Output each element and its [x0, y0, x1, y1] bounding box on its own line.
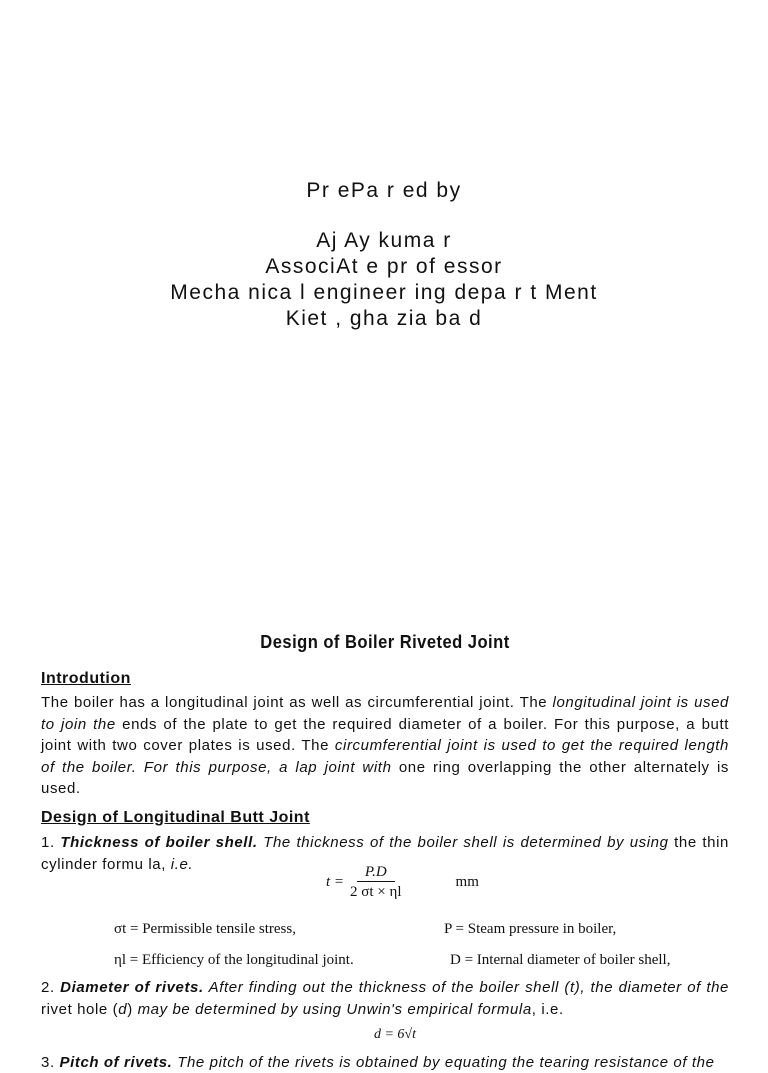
item-2-paragraph: 2. Diameter of rivets. After finding out the thickness of the boiler shell (t), the diameter of the rivet hole (d) may be determined by using Unwin's empirical formula, i.e.	[41, 977, 729, 1020]
longitudinal-joint-heading: Design of Longitudinal Butt Joint	[41, 807, 729, 829]
intro-heading: Introdution	[41, 668, 729, 690]
definition-pressure: P = Steam pressure in boiler,	[444, 919, 616, 941]
document-title: Design of Boiler Riveted Joint	[69, 632, 702, 654]
definition-eta: ηl = Efficiency of the longitudinal joint.	[114, 950, 354, 972]
definition-sigma: σt = Permissible tensile stress,	[114, 919, 296, 941]
thickness-formula	[41, 875, 729, 919]
item-1-paragraph: 1. Thickness of boiler shell. The thickness of the boiler shell is determined by using the thin cylinder formu la, i.e.	[41, 832, 729, 875]
intro-paragraph: The boiler has a longitudinal joint as well as circumferential joint. The longitudinal joint is used to join the ends of the plate to get the required diameter of a boiler. For this purpose, a butt joint with two cover plates is used. The circumferential joint is used to get the required length of the boiler. For this purpose, a lap joint with one ring overlapping the other alternately is used.	[41, 692, 729, 800]
formula-numerator: P.D	[357, 863, 395, 882]
author-institute: Kiet , gha zia ba d	[0, 306, 768, 332]
prepared-by-text: Pr ePa r ed by	[0, 178, 768, 204]
author-designation: AssociAt e pr of essor	[0, 254, 768, 280]
rivet-diameter-formula: d = 6√t	[41, 1024, 729, 1046]
formula-denominator: 2 σt × ηl	[350, 882, 401, 902]
author-department: Mecha nica l engineer ing depa r t Ment	[0, 280, 768, 306]
title-block	[0, 178, 768, 332]
formula-definitions	[114, 919, 729, 977]
item-3-paragraph: 3. Pitch of rivets. The pitch of the rivets is obtained by equating the tearing resistance of the	[41, 1052, 729, 1073]
formula-lhs: t =	[326, 872, 344, 894]
formula-unit: mm	[456, 872, 479, 894]
definition-diameter: D = Internal diameter of boiler shell,	[450, 950, 670, 972]
document-body	[41, 632, 729, 1073]
author-name: Aj Ay kuma r	[0, 228, 768, 254]
